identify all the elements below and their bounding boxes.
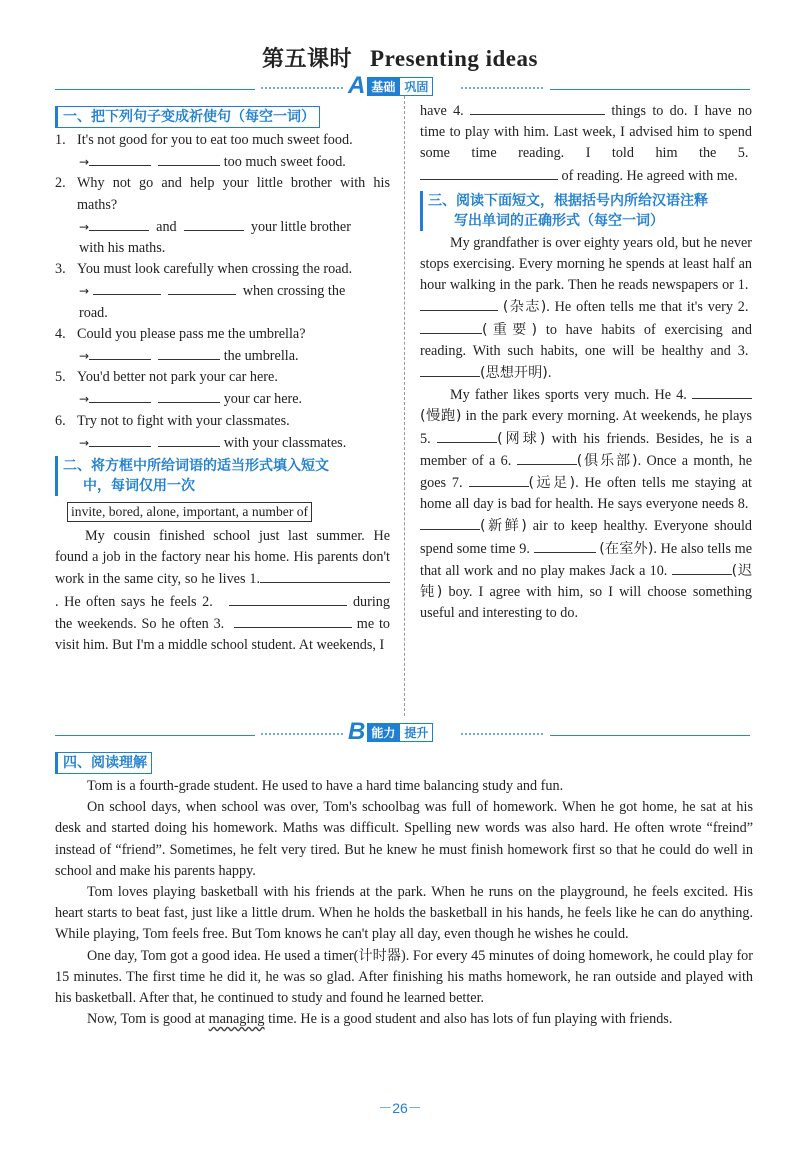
reading-text: Now, Tom is good at xyxy=(87,1011,206,1028)
answer-blank[interactable] xyxy=(89,388,151,403)
answer-blank[interactable] xyxy=(158,151,220,166)
question-2 xyxy=(55,173,390,215)
banner-line-left xyxy=(55,89,255,90)
q-num: 6. xyxy=(55,412,66,429)
arrow-icon: → xyxy=(79,435,90,450)
blank-label: 2. xyxy=(202,593,213,610)
page-number: －26－ xyxy=(378,1100,422,1116)
hint: (重要) xyxy=(482,321,538,338)
right-column xyxy=(420,100,752,624)
passage-3-text: boy. I agree with him, so I will choose something useful and interesting to do. xyxy=(420,584,752,622)
answer-blank[interactable] xyxy=(184,216,244,231)
reading-text: time. He is a good student and also has lots of fun playing with friends. xyxy=(268,1011,673,1028)
hint: (远足) xyxy=(528,475,576,492)
q-num: 2. xyxy=(55,175,66,192)
arrow-icon: → xyxy=(79,219,90,234)
reading-p5 xyxy=(55,1009,753,1030)
answer-blank[interactable] xyxy=(93,280,161,295)
passage-2-text: during the weekends. So he often 3. xyxy=(55,593,390,632)
section-1-heading: 一、把下列句子变成祈使句（每空一词） xyxy=(55,106,320,128)
underlined-word: managing xyxy=(208,1011,265,1028)
banner-b-letter: B xyxy=(348,718,366,745)
banner-b-label1: 能力 xyxy=(367,723,399,742)
answer-3 xyxy=(55,280,390,302)
fill-blank-5[interactable] xyxy=(420,165,558,180)
fill-blank-3-7[interactable] xyxy=(469,472,529,487)
answer-4 xyxy=(55,345,390,367)
reading-p3: Tom loves playing basketball with his friends at the park. When he runs on the playground, he feels excited. His heart starts to beat fast, just like a little drum. When he holds the basketball in his hands, he feels like he can do anything. While playing, Tom feels free. But Tom knows he can't play all day, even though he wishes he could. xyxy=(55,884,753,943)
page-title xyxy=(0,42,800,73)
banner-b xyxy=(55,718,750,745)
q-num: 3. xyxy=(55,261,66,278)
passage-3-text: in the park every morning. At weekends, he plays 5. xyxy=(420,408,752,447)
fill-blank-3-3[interactable] xyxy=(420,362,480,377)
passage-3-p1 xyxy=(420,233,752,384)
banner-dots-right xyxy=(460,86,545,91)
hint: (俱乐部) xyxy=(576,452,638,469)
passage-2-text: . He often says he feels xyxy=(55,593,197,610)
answer-blank[interactable] xyxy=(168,280,236,295)
banner-a-label1: 基础 xyxy=(367,77,399,96)
answer-tail: your little brother xyxy=(250,218,351,235)
answer-1 xyxy=(55,151,390,173)
hint: (在室外) xyxy=(599,540,654,557)
q-text: You'd better not park your car here. xyxy=(77,369,278,386)
arrow-icon: → xyxy=(79,349,90,364)
passage-3-text: My grandfather is over eighty years old, but he never stops exercising. Every morning he spends at least half an hour walking in the park. Then he reads newspapers or 1. xyxy=(420,234,752,294)
fill-blank-3[interactable] xyxy=(234,613,352,628)
fill-blank-3-8[interactable] xyxy=(420,515,480,530)
q-num: 1. xyxy=(55,132,66,148)
banner-dots-left xyxy=(260,86,345,91)
section-4-heading: 四、阅读理解 xyxy=(55,752,152,774)
blank-label: 1. xyxy=(249,571,260,588)
passage-2-text: me to visit him. But I'm a middle school student. At weekends, I xyxy=(55,615,391,654)
banner-a-label2: 巩固 xyxy=(399,77,433,96)
reading-p1: Tom is a fourth-grade student. He used to have a hard time balancing study and fun. xyxy=(87,778,564,794)
question-1 xyxy=(55,130,390,151)
answer-tail: when crossing the xyxy=(242,283,346,300)
answer-tail: your car here. xyxy=(223,391,303,408)
passage-3-text: air to keep healthy. Everyone should spend some time 9. xyxy=(420,518,752,557)
passage-3-text: . Once a month, he goes 7. xyxy=(420,452,752,492)
hint: (新鲜) xyxy=(480,518,527,535)
section-3-heading xyxy=(420,191,752,231)
q-text: It's not good for you to eat too much sweet food. xyxy=(77,132,353,148)
answer-6 xyxy=(55,432,390,454)
q-text: Try not to fight with your classmates. xyxy=(77,412,290,429)
fill-blank-3-6[interactable] xyxy=(517,450,577,465)
section-3-heading-line1: 三、阅读下面短文，根据括号内所给汉语注释 xyxy=(428,192,708,209)
section-2-heading-line2: 中，每词仅用一次 xyxy=(83,478,195,495)
fill-blank-3-1[interactable] xyxy=(420,296,498,311)
answer-2 xyxy=(55,216,390,238)
reading-section xyxy=(55,750,753,1030)
banner-a xyxy=(55,72,750,99)
question-4 xyxy=(55,324,390,345)
section-2-heading-line1: 二、将方框中所给词语的适当形式填入短文 xyxy=(63,458,329,475)
title-en: Presenting ideas xyxy=(370,46,538,71)
passage-3-text: . xyxy=(547,365,552,382)
banner-line-left xyxy=(55,735,255,736)
answer-blank[interactable] xyxy=(89,345,151,360)
fill-blank-4[interactable] xyxy=(470,100,605,115)
question-5 xyxy=(55,367,390,388)
passage-3-text: . He often tells me that it's very 2. xyxy=(546,299,749,316)
answer-blank[interactable] xyxy=(158,388,220,403)
answer-mid: and xyxy=(156,218,177,235)
banner-a-letter: A xyxy=(348,72,366,99)
answer-5 xyxy=(55,388,390,410)
fill-blank-3-2[interactable] xyxy=(420,319,482,334)
banner-line-right xyxy=(550,735,750,736)
q-num: 5. xyxy=(55,369,66,386)
title-cn: 第五课时 xyxy=(262,47,353,72)
column-divider xyxy=(404,96,405,716)
banner-b-label2: 提升 xyxy=(399,723,433,742)
q-text: Why not go and help your little brother with his maths? xyxy=(77,175,390,213)
fill-blank-3-5[interactable] xyxy=(437,428,497,443)
answer-blank[interactable] xyxy=(158,432,220,447)
fill-blank-2[interactable] xyxy=(229,591,347,606)
fill-blank-3-4[interactable] xyxy=(692,384,752,399)
left-column xyxy=(55,104,390,656)
reading-p4: One day, Tom got a good idea. He used a timer(计时器). For every 45 minutes of doing homework, he could play for 15 minutes. The first time he did it, he was so glad. After finishing his maths homework, he ran outside and played with his basketball. After that, he continued to study and found he learned better. xyxy=(55,947,753,1007)
answer-blank[interactable] xyxy=(89,432,151,447)
arrow-icon: → xyxy=(79,392,90,407)
passage-3-text: with his friends. Besides, he is a member of a 6. xyxy=(420,430,752,469)
hint: (迟钝) xyxy=(420,562,753,601)
answer-3-cont: road. xyxy=(79,304,108,321)
hint: (网球) xyxy=(497,430,546,447)
fill-blank-3-10[interactable] xyxy=(672,560,732,575)
q-num: 4. xyxy=(55,325,66,342)
answer-blank[interactable] xyxy=(158,345,220,360)
q-text: Could you please pass me the umbrella? xyxy=(77,325,306,342)
section-3-heading-line2: 写出单词的正确形式（每空一词） xyxy=(454,212,664,229)
answer-blank[interactable] xyxy=(89,151,151,166)
q-text: You must look carefully when crossing the road. xyxy=(77,261,353,278)
answer-tail: the umbrella. xyxy=(223,348,299,365)
passage-3-text: . He often tells me staying at home all day is bad for health. He says everyone needs 8. xyxy=(420,475,752,513)
banner-a-badge xyxy=(348,72,433,99)
word-box: invite, bored, alone, important, a number of xyxy=(67,502,312,522)
passage-3-p2 xyxy=(420,384,752,624)
hint: (思想开明) xyxy=(480,365,548,382)
passage-2-cont xyxy=(420,100,752,187)
banner-b-badge xyxy=(348,718,433,745)
passage-2-text: things to do. I have no time to play with him. Last week, I advised him to spend some time reading. I told him the 5. xyxy=(420,103,753,162)
reading-p2: On school days, when school was over, Tom's schoolbag was full of homework. When he got home, he sat at his desk and started doing his homework. Maths was difficult. Spelling new words was also hard. He often wrote “freind” instead of “friend”. Sometimes, he felt very tired. But he knew he must finish homework first so that he could do well in school and make his parents happy. xyxy=(55,799,753,879)
question-3 xyxy=(55,259,390,280)
answer-tail: too much sweet food. xyxy=(223,154,346,171)
section-2-heading xyxy=(55,456,390,496)
answer-blank[interactable] xyxy=(89,216,149,231)
answer-tail: with your classmates. xyxy=(223,434,347,451)
hint: (慢跑) xyxy=(420,408,462,425)
fill-blank-1[interactable] xyxy=(260,568,390,583)
passage-3-text: My father likes sports very much. He 4. xyxy=(450,387,687,404)
banner-line-right xyxy=(550,89,750,90)
hint: (杂志) xyxy=(502,299,547,316)
passage-3-text: to have habits of exercising and reading. With such habits, one will be healthy and 3. xyxy=(420,321,753,359)
banner-dots-right xyxy=(460,732,545,737)
fill-blank-3-9[interactable] xyxy=(534,538,596,553)
passage-3-text: . He also tells me that all work and no play makes Jack a 10. xyxy=(420,540,753,579)
arrow-icon: → xyxy=(79,284,90,299)
passage-2-text: My cousin finished school just last summer. He found a job in the factory near his home. His parents don't work in the same city, so he lives xyxy=(55,528,390,588)
question-6 xyxy=(55,411,390,432)
passage-2-text: have 4. xyxy=(420,103,464,119)
arrow-icon: → xyxy=(79,155,90,170)
passage-2 xyxy=(55,526,390,656)
answer-2-cont: with his maths. xyxy=(79,240,166,257)
banner-dots-left xyxy=(260,732,345,737)
passage-2-text: of reading. He agreed with me. xyxy=(561,167,738,184)
